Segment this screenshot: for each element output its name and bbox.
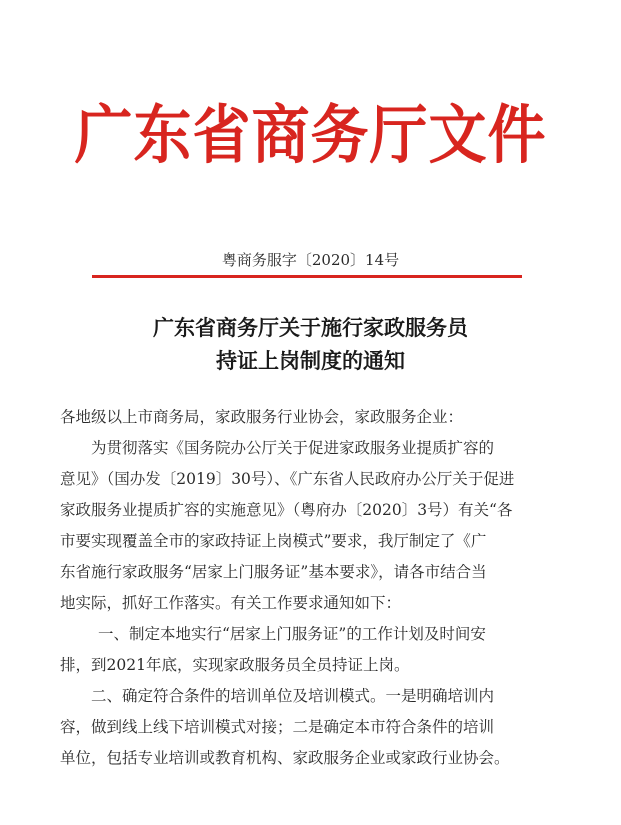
body-paragraph-line: 容，做到线上线下培训模式对接；二是确定本市符合条件的培训 <box>60 718 495 736</box>
notice-body <box>60 402 570 774</box>
body-paragraph-line: 意见》（国办发〔2019〕30号）、《广东省人民政府办公厅关于促进 <box>60 470 515 488</box>
body-paragraph-line: 市要实现覆盖全市的家政持证上岗模式”要求，我厅制定了《广 <box>60 532 487 550</box>
document-header-title: 广东省商务厅文件 <box>74 97 547 173</box>
body-paragraph-line: 地实际，抓好工作落实。有关工作要求通知如下： <box>60 594 402 612</box>
body-paragraph-line: 单位，包括专业培训或教育机构、家政服务企业或家政行业协会。 <box>60 749 510 767</box>
notice-title <box>0 311 621 377</box>
body-paragraph-line: 为贯彻落实《国务院办公厅关于促进家政服务业提质扩容的 <box>91 439 495 457</box>
document-number: 粤商务服字〔2020〕14号 <box>221 251 400 269</box>
notice-title-line-1: 广东省商务厅关于施行家政服务员 <box>153 315 468 340</box>
salutation-line: 各地级以上市商务局，家政服务行业协会，家政服务企业： <box>60 408 464 426</box>
body-paragraph-line: 排，到2021年底，实现家政服务员全员持证上岗。 <box>60 656 410 674</box>
body-paragraph-line: 东省施行家政服务“居家上门服务证”基本要求》，请各市结合当 <box>60 563 487 581</box>
body-paragraph-line: 一、制定本地实行“居家上门服务证”的工作计划及时间安 <box>98 625 486 643</box>
body-paragraph-line: 二、确定符合条件的培训单位及培训模式。一是明确培训内 <box>91 687 495 705</box>
red-divider-line <box>92 275 522 278</box>
notice-title-line-2: 持证上岗制度的通知 <box>216 348 405 373</box>
body-paragraph-line: 家政服务业提质扩容的实施意见》（粤府办〔2020〕3号）有关“各 <box>60 501 513 519</box>
